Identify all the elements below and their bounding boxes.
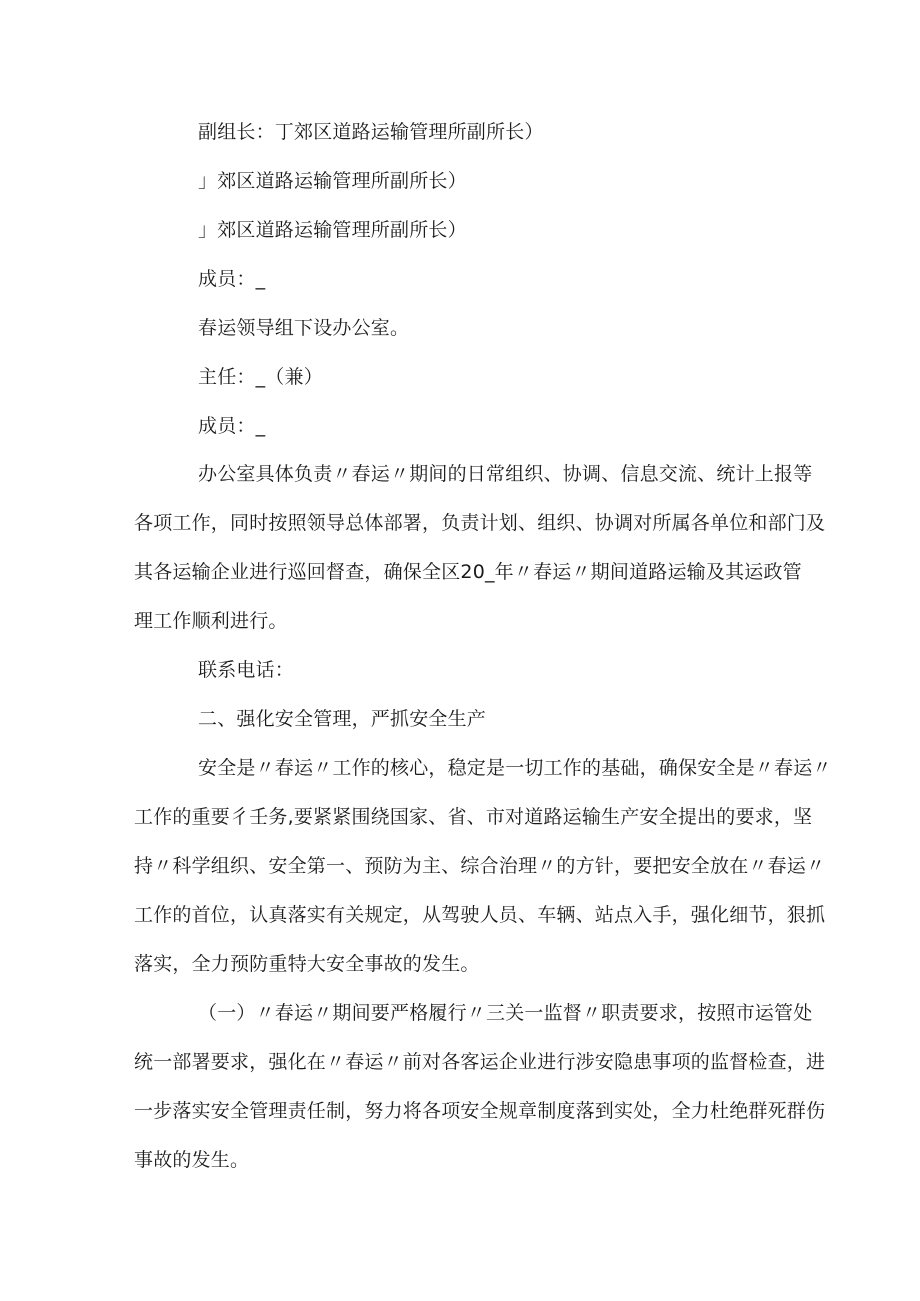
- text-line-deputy-leader: 副组长：丁郊区道路运输管理所副所长）: [198, 121, 544, 143]
- text-line-member-2: 」郊区道路运输管理所副所长）: [198, 219, 467, 241]
- paragraph-safety-line-1: 安全是〃春运〃工作的核心，稳定是一切工作的基础，确保安全是〃春运〃: [198, 757, 832, 779]
- paragraph-item-one-line-3: 一步落实安全管理责任制，努力将各项安全规章制度落到实处，全力杜绝群死群伤: [134, 1100, 826, 1122]
- text-line-office: 春运领导组下设办公室。: [198, 317, 410, 339]
- paragraph-office-duty-line-1: 办公室具体负责〃春运〃期间的日常组织、协调、信息交流、统计上报等: [198, 463, 813, 485]
- text-line-director: 主任：_（兼）: [198, 366, 323, 388]
- paragraph-office-duty-line-3: 其各运输企业进行巡回督查，确保全区20_年〃春运〃期间道路运输及其运政管: [134, 561, 802, 583]
- text-line-members: 成员：_: [198, 268, 266, 290]
- section-heading-safety: 二、强化安全管理，严抓安全生产: [198, 708, 487, 730]
- paragraph-safety-line-2: 工作的重要彳壬务,要紧紧围绕国家、省、市对道路运输生产安全提出的要求，坚: [134, 806, 813, 828]
- paragraph-item-one-line-2: 统一部署要求，强化在〃春运〃前对各客运企业进行涉安隐患事项的监督检查，进: [134, 1051, 826, 1073]
- paragraph-office-duty-line-4: 理工作顺利进行。: [134, 610, 288, 632]
- paragraph-item-one-line-1: （一）〃春运〃期间要严格履行〃三关一监督〃职责要求，按照市运管处: [198, 1002, 813, 1024]
- text-line-office-members: 成员：_: [198, 415, 266, 437]
- paragraph-item-one-line-4: 事故的发生。: [134, 1149, 250, 1171]
- paragraph-safety-line-3: 持〃科学组织、安全第一、预防为主、综合治理〃的方针，要把安全放在〃春运〃: [134, 855, 826, 877]
- text-line-contact-phone: 联系电话：: [198, 659, 295, 681]
- paragraph-safety-line-4: 工作的首位，认真落实有关规定，从驾驶人员、车辆、站点入手，强化细节，狠抓: [134, 904, 826, 926]
- text-line-member-1: 」郊区道路运输管理所副所长）: [198, 170, 467, 192]
- paragraph-safety-line-5: 落实，全力预防重特大安全事故的发生。: [134, 953, 480, 975]
- paragraph-office-duty-line-2: 各项工作，同时按照领导总体部署，负责计划、组织、协调对所属各单位和部门及: [134, 512, 826, 534]
